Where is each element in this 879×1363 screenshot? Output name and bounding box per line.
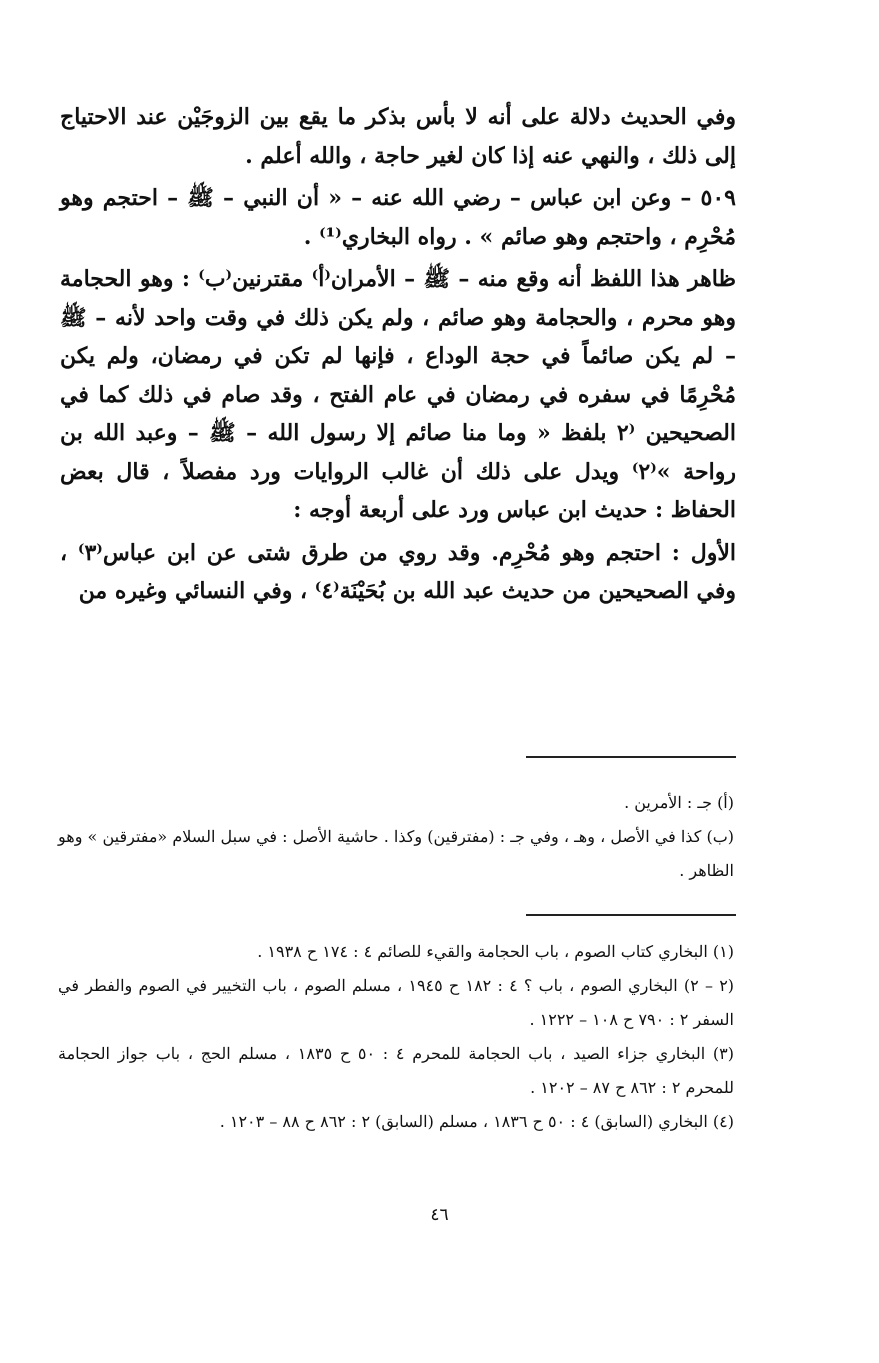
paragraph-hadith-509: ٥٠٩ – وعن ابن عباس – رضي الله عنه – « أن النبي – ﷺ – احتجم وهو مُحْرِم ، واحتجم وهو صائم » . رواه البخاري⁽¹⁾ . [60, 185, 736, 250]
footnote-2: (٢ – ٢) البخاري الصوم ، باب ؟ ٤ : ١٨٢ ح ١٩٤٥ ، مسلم الصوم ، باب التخيير في الصوم والفطر في السفر ٢ : ٧٩٠ ح ١٠٨ – ١٢٢٢ . [58, 976, 735, 1029]
paragraph-1: وفي الحديث دلالة على أنه لا بأس بذكر ما يقع بين الزوجَيْن عند الاحتياج إلى ذلك ، والنهي عنه إذا كان لغير حاجة ، والله أعلم . [60, 104, 736, 169]
main-text [60, 98, 736, 611]
paragraph-3: ظاهر هذا اللفظ أنه وقع منه – ﷺ – الأمران⁽أ⁾ مقترنين⁽ب⁾ : وهو الحجامة وهو محرم ، والحجامة وهو صائم ، ولم يكن ذلك في وقت واحد لأنه – ﷺ – لم يكن صائماً في حجة الوداع ، فإنها لم تكن في رمضان، ولم يكن مُحْرِمًا في سفره في رمضان في عام الفتح ، وقد صام في ذلك كما في الصحيحين ⁽٢ بلفظ « وما منا صائم إلا رسول الله – ﷺ – وعبد الله بن رواحة »⁽٢⁾ ويدل على ذلك أن غالب الروايات ورد مفصلاً ، قال بعض الحفاظ : حديث ابن عباس ورد على أربعة أوجه : [60, 266, 737, 523]
variant-notes [58, 786, 734, 888]
footnote-3: (٣) البخاري جزاء الصيد ، باب الحجامة للمحرم ٤ : ٥٠ ح ١٨٣٥ ، مسلم الحج ، باب جواز الحجامة للمحرم ٢ : ٨٦٢ ح ٨٧ – ١٢٠٢ . [58, 1044, 735, 1097]
footnote-separator-1 [526, 756, 736, 758]
paragraph-4: الأول : احتجم وهو مُحْرِم. وقد روي من طرق شتى عن ابن عباس⁽٣⁾ ، وفي الصحيحين من حديث عبد الله بن بُحَيْنَة⁽٤⁾ ، وفي النسائي وغيره من [60, 539, 736, 604]
footnote-4: (٤) البخاري (السابق) ٤ : ٥٠ ح ١٨٣٦ ، مسلم (السابق) ٢ : ٨٦٢ ح ٨٨ – ١٢٠٣ . [219, 1112, 734, 1131]
variant-note-a: (أ) جـ : الأمرين . [624, 793, 734, 812]
page-number: ٤٦ [430, 1205, 449, 1225]
footnote-separator-2 [526, 914, 736, 916]
footnotes [58, 935, 734, 1139]
footnote-1: (١) البخاري كتاب الصوم ، باب الحجامة والقيء للصائم ٤ : ١٧٤ ح ١٩٣٨ . [257, 942, 734, 961]
variant-note-b: (ب) كذا في الأصل ، وهـ ، وفي جـ : (مفترقين) وكذا . حاشية الأصل : في سبل السلام «مفترقين » وهو الظاهر . [58, 827, 734, 880]
